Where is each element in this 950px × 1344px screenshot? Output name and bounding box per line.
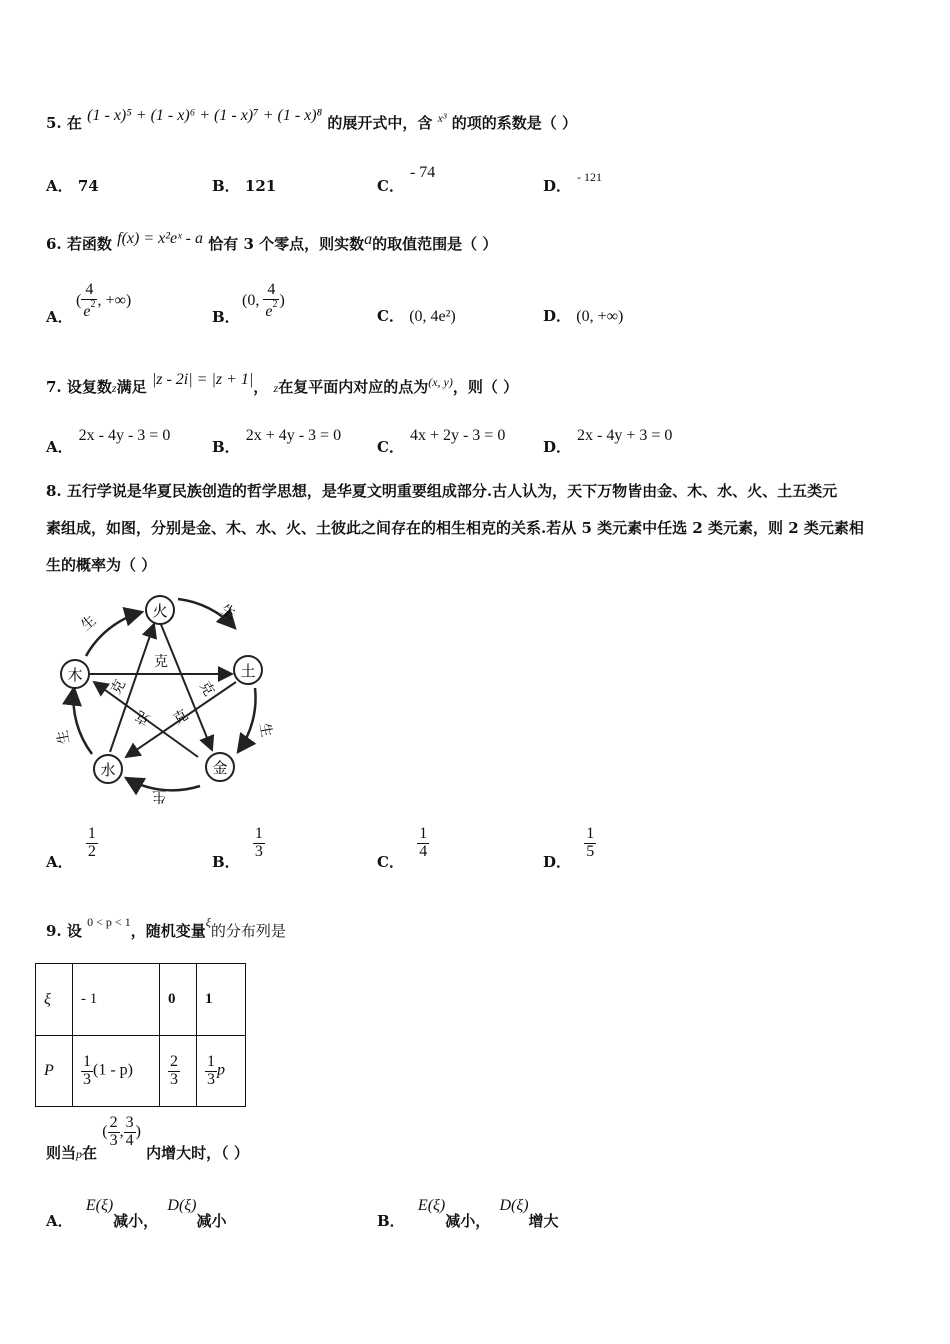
q9-number: 9.	[46, 922, 62, 940]
svg-text:火: 火	[152, 602, 168, 620]
q7-mid1: 满足	[116, 378, 147, 396]
svg-text:水: 水	[100, 761, 116, 779]
q6-post: 的取值范围是（ ）	[372, 235, 498, 253]
q5-option-c: C．- 74	[377, 164, 436, 195]
q8-line-2: 素组成，如图，分别是金、木、水、火、土彼此之间存在的相生相克的关系.若从 5 类元素中任选 2 类元素，则 2 类元素相	[46, 519, 864, 537]
question-9	[46, 915, 286, 941]
q8-line-1: 8. 五行学说是华夏民族创造的哲学思想，是华夏文明重要组成部分.古人认为，天下万物皆由金、木、水、火、土五类元	[46, 482, 838, 500]
node-metal	[206, 753, 234, 781]
svg-text:木: 木	[67, 666, 83, 684]
q8-option-a: A． $\frac{1}{2}$	[46, 825, 96, 872]
q7-option-b: B．2x + 4y - 3 = 0	[212, 427, 342, 456]
question-5	[46, 107, 578, 133]
q7-option-d: D．2x - 4y + 3 = 0	[543, 427, 673, 456]
q9-condition: 0 < p < 1	[87, 915, 131, 929]
q5-term: x³	[437, 111, 447, 125]
sheng-arrow-wood-fire	[86, 612, 142, 656]
label-ke-4: 克	[170, 707, 191, 728]
q8-option-d: D． $\frac{1}{5}$	[543, 825, 595, 872]
q7-option-a: A．2x - 4y - 3 = 0	[46, 427, 171, 456]
q5-expression: (1 - x)⁵ + (1 - x)⁶ + (1 - x)⁷ + (1 - x)⁸	[87, 107, 323, 124]
q9-post: 的分布列是	[210, 922, 286, 940]
svg-text:土: 土	[240, 662, 256, 680]
sheng-arrow-earth-metal	[238, 688, 256, 752]
label-sheng-4: 生	[54, 728, 73, 746]
table-row	[36, 1036, 246, 1107]
q7-option-c: C．4x + 2y - 3 = 0	[377, 427, 506, 456]
q7-point: (x, y)	[428, 375, 453, 389]
q6-number: 6.	[46, 235, 62, 253]
q6-pre: 若函数	[66, 235, 112, 253]
label-sheng-2: 生	[256, 721, 275, 739]
q5-post: 的项的系数是（ ）	[451, 114, 578, 132]
q5-option-d: D． $^{- 121}$	[543, 170, 603, 195]
q7-comma: ，	[253, 378, 269, 396]
distribution-table	[35, 963, 246, 1107]
table-cell-p1: $\frac{1}{3}$ (1 - p)	[73, 1036, 160, 1107]
q9-mid: ，随机变量	[130, 922, 206, 940]
q6-option-d: D． (0, +∞)	[543, 307, 624, 325]
q9-option-b: B． E(ξ)减小， D(ξ)增大	[377, 1197, 559, 1230]
q6-mid: 恰有 3 个零点，则实数	[208, 235, 365, 253]
label-sheng-1: 生	[218, 601, 239, 623]
q5-option-b: B． 121	[212, 177, 277, 195]
q8-line-3: 生的概率为（ ）	[46, 556, 157, 574]
node-wood	[61, 660, 89, 688]
q7-var: z	[111, 381, 117, 395]
q9-follow: 则当$_p$在 ( $\frac{2}{3}$ , $\frac{3}{4}$ ) 内增大时，（ ）	[46, 1114, 249, 1162]
q7-post: ，则（ ）	[452, 378, 519, 396]
label-ke-3: 克	[108, 677, 129, 698]
q6-var: a	[364, 231, 373, 248]
table-cell-p2: $\frac{2}{3}$	[160, 1036, 197, 1107]
label-sheng-3: 生	[152, 788, 166, 804]
svg-text:金: 金	[212, 759, 228, 777]
q5-option-a: A． 74	[46, 177, 99, 195]
q5-number: 5.	[46, 114, 62, 132]
q6-option-b: B． (0, $\frac{4}{e^2}$ )	[212, 281, 285, 326]
table-cell-0: 0	[160, 964, 197, 1036]
q5-pre: 在	[66, 114, 82, 132]
table-cell-p3: $\frac{1}{3}$ p	[197, 1036, 246, 1107]
question-6	[46, 230, 498, 254]
table-cell-1: 1	[197, 964, 246, 1036]
q9-option-a: A． E(ξ)减小， D(ξ)减小	[46, 1197, 227, 1230]
q8-option-b: B． $\frac{1}{3}$	[212, 825, 263, 872]
q9-pre: 设	[66, 922, 82, 940]
q7-mid3: 在复平面内对应的点为	[278, 378, 429, 396]
table-head-p: P	[36, 1036, 73, 1107]
table-head-xi: ξ	[36, 964, 73, 1036]
table-row	[36, 964, 246, 1036]
q7-pre: 设复数	[66, 378, 112, 396]
label-ke-5: 克	[133, 707, 154, 728]
label-ke-1: 克	[154, 654, 168, 670]
q8-option-c: C． $\frac{1}{4}$	[377, 825, 428, 872]
q6-function: f(x) = x²eˣ - a	[117, 230, 203, 247]
question-7	[46, 371, 519, 397]
label-ke-2: 克	[196, 678, 217, 699]
node-earth	[234, 656, 262, 684]
node-water	[94, 755, 122, 783]
table-cell-neg1: - 1	[73, 964, 160, 1036]
q7-condition: |z - 2i| = |z + 1|	[151, 371, 254, 388]
q6-option-a: A． ( $\frac{4}{e^2}$ , +∞)	[46, 281, 132, 326]
q5-mid: 的展开式中，含	[327, 114, 433, 132]
q7-var2: z	[273, 381, 279, 395]
wuxing-diagram	[50, 592, 290, 812]
q9-var: ξ	[205, 915, 211, 929]
node-fire	[146, 596, 174, 624]
sheng-arrow-water-wood	[73, 688, 92, 754]
q7-number: 7.	[46, 378, 62, 396]
q6-option-c: C． (0, 4e²)	[377, 307, 456, 325]
label-sheng-5: 生	[78, 612, 100, 634]
